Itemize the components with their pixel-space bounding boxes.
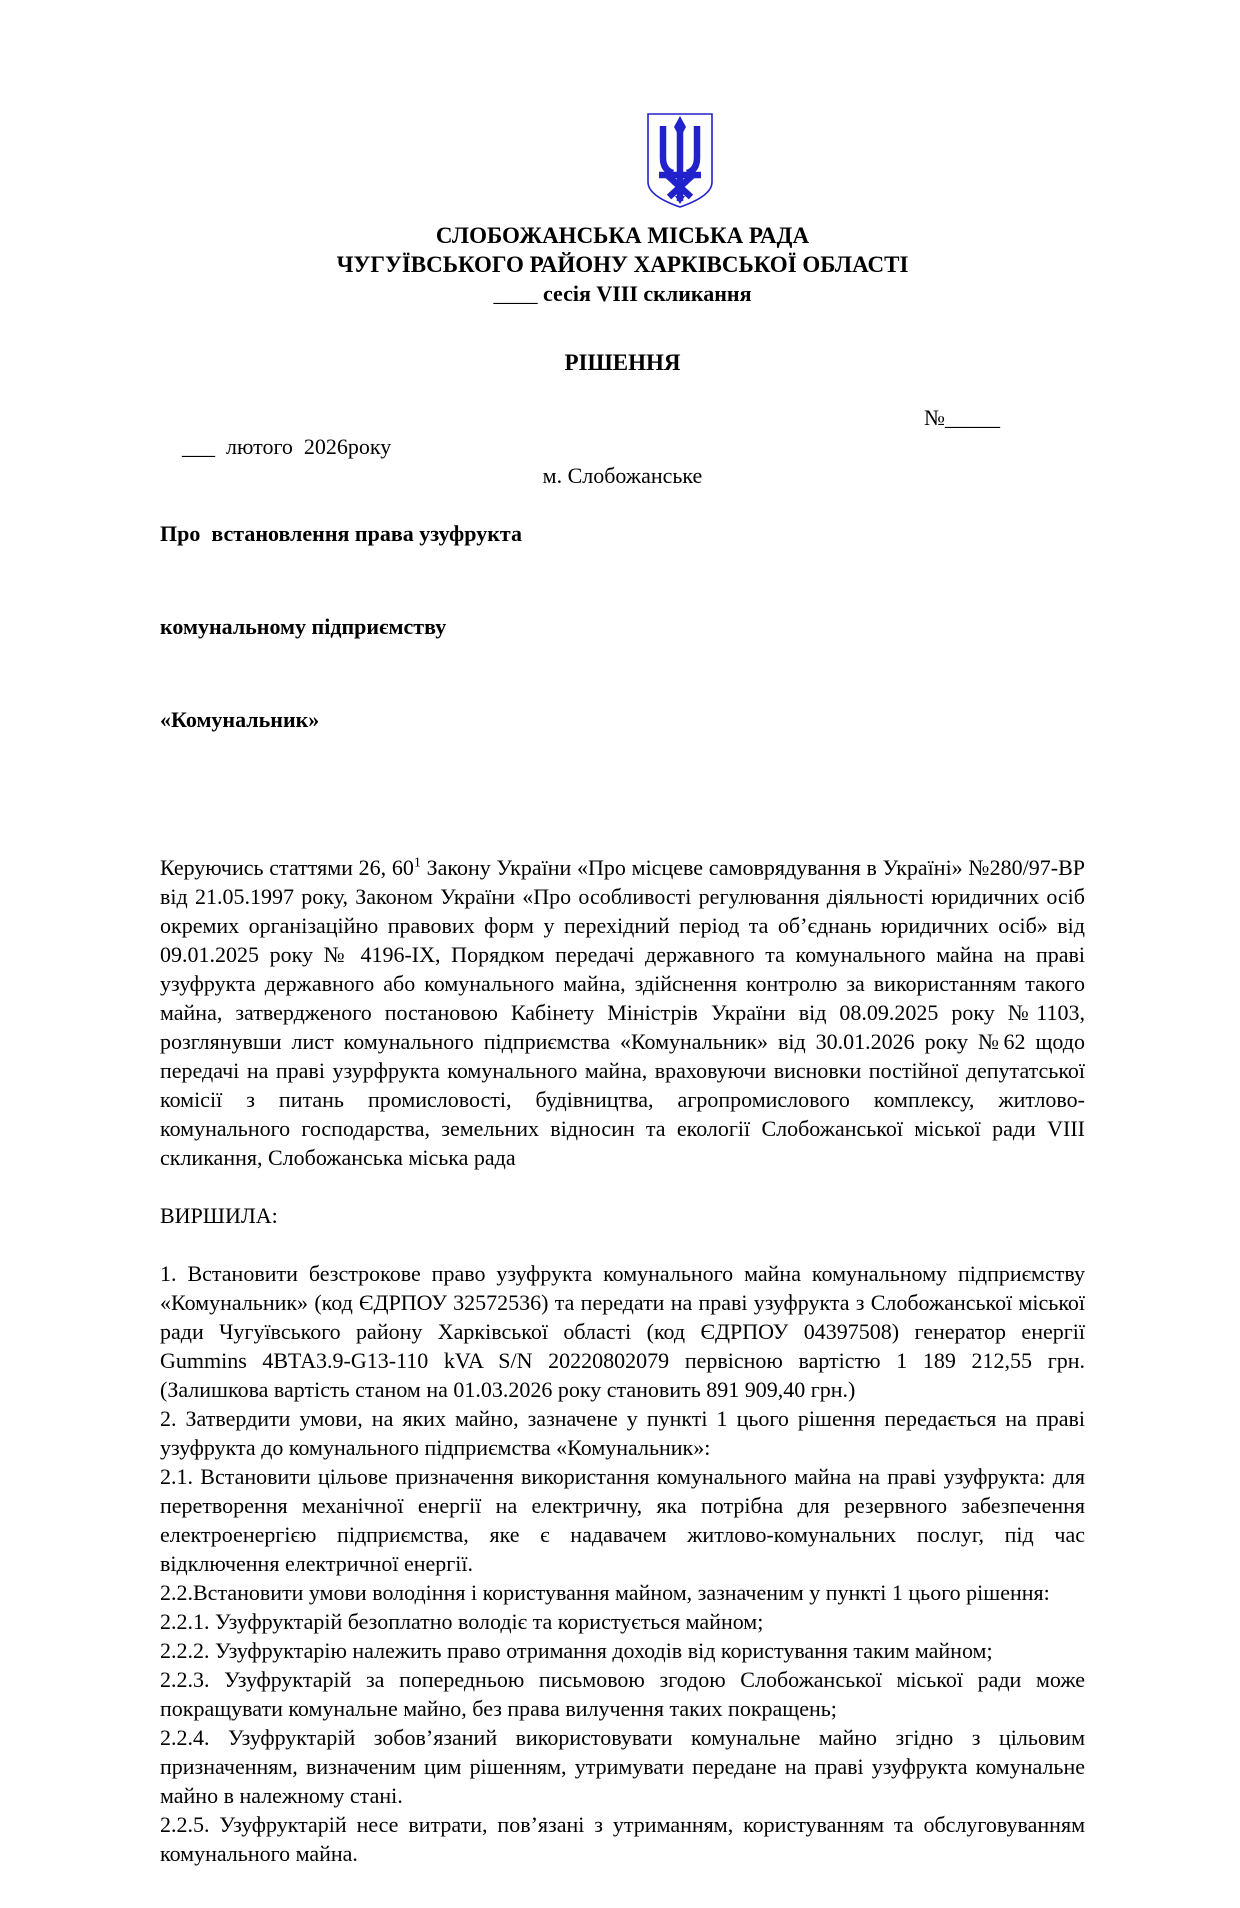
subject-line: «Комунальник» (160, 707, 320, 732)
decision-items (160, 1259, 1085, 1868)
org-name-line1: СЛОБОЖАНСЬКА МІСЬКА РАДА (435, 223, 810, 248)
session-line (160, 279, 1085, 308)
date-blank: ___ (182, 434, 221, 459)
decision-item-2-2-3: 2.2.3. Узуфруктарій за попередньою письмовою згодою Слобожанської міської ради може покращувати комунальне майно, без права вилучення таких покращень; (160, 1667, 1085, 1721)
place-field: м. Слобожанське (542, 463, 703, 488)
document-page (0, 112, 1240, 1908)
decision-item-2-2-4: 2.2.4. Узуфруктарій зобов’язаний використовувати комунальне майно згідно з цільовим призначенням, визначеним цим рішенням, утримувати передане на праві узуфрукта комунальне майно в належному стані. (160, 1725, 1085, 1808)
preamble-superscript: 1 (413, 855, 421, 871)
decision-item-2-2-2: 2.2.2. Узуфруктарію належить право отримання доходів від користування таким майном; (160, 1638, 993, 1663)
date-place-number-line (160, 403, 1085, 488)
decision-item-1: 1. Встановити безстрокове право узуфрукта комунального майна комунальному підприємству «Комунальник» (код ЄДРПОУ 32572536) та передати на праві узуфрукта з Слобожанської міської ради Чугуївського району Харківської області (код ЄДРПОУ 04397508) генератор енергії Gummins 4ВТА3.9-G13-110 kVA S/N 20220802079 первісною вартістю 1 189 212,55 грн. (Залишкова вартість станом на 01.03.2026 року становить 891 909,40 грн.) (160, 1261, 1085, 1402)
session-blank: ____ (493, 281, 543, 306)
subject-line: Про встановлення права узуфрукта (160, 521, 522, 546)
decision-item-2-1: 2.1. Встановити цільове призначення використання комунального майна на праві узуфрукта: для перетворення механічної енергії на електричну, яка потрібна для резервного забезпечення електроенергією підприємства, яке є надавачем житлово-комунальних послуг, під час відключення електричної енергії. (160, 1464, 1085, 1576)
session-label: сесія VIII скликання (543, 281, 752, 306)
subject-block (160, 456, 1085, 797)
document-number-field: №_____ (924, 405, 1000, 430)
date-field (182, 434, 391, 459)
ukraine-trident-emblem-icon (646, 112, 714, 209)
decision-item-2: 2. Затвердити умови, на яких майно, зазначене у пункті 1 цього рішення передається на праві узуфрукта до комунального підприємства «Комунальник»: (160, 1406, 1085, 1460)
org-name-line2: ЧУГУЇВСЬКОГО РАЙОНУ ХАРКІВСЬКОЇ ОБЛАСТІ (336, 252, 909, 277)
decision-item-2-2: 2.2.Встановити умови володіння і користування майном, зазначеним у пункті 1 цього рішення: (160, 1580, 1050, 1605)
preamble-lead: Керуючись статтями 26, 60 (160, 855, 414, 880)
decision-item-2-2-1: 2.2.1. Узуфруктарій безоплатно володіє та користується майном; (160, 1609, 764, 1634)
resolved-label: ВИРШИЛА: (160, 1203, 278, 1228)
document-type-title: РІШЕННЯ (564, 350, 681, 375)
decision-item-2-2-5: 2.2.5. Узуфруктарій несе витрати, пов’язані з утриманням, користуванням та обслуговуванням комунального майна. (160, 1812, 1085, 1866)
preamble-rest: Закону України «Про місцеве самоврядування в Україні» №280/97-ВР від 21.05.1997 року, Законом України «Про особливості регулювання діяльності юридичних осіб окремих організаційно правових форм у перехідний період та об’єднань юридичних осіб» від 09.01.2025 року № 4196-ІХ, Порядком передачі державного та комунального майна на праві узуфрукта державного або комунального майна, здійснення контролю за використанням такого майна, затвердженого постановою Кабінету Міністрів України від 08.09.2025 року №1103, розглянувши лист комунального підприємства «Комунальник» від 30.01.2026 року №62 щодо передачі на праві узурфрукта комунального майна, враховуючи висновки постійної депутатської комісії з питань промисловості, будівництва, агропромислового комплексу, житлово-комунального господарства, земельних відносин та екології Слобожанської міської ради VIII скликання, Слобожанська міська рада (160, 855, 1086, 1170)
date-text: лютого 2026року (220, 434, 392, 459)
subject-line: комунальному підприємству (160, 614, 447, 639)
preamble-paragraph (160, 853, 1085, 1172)
